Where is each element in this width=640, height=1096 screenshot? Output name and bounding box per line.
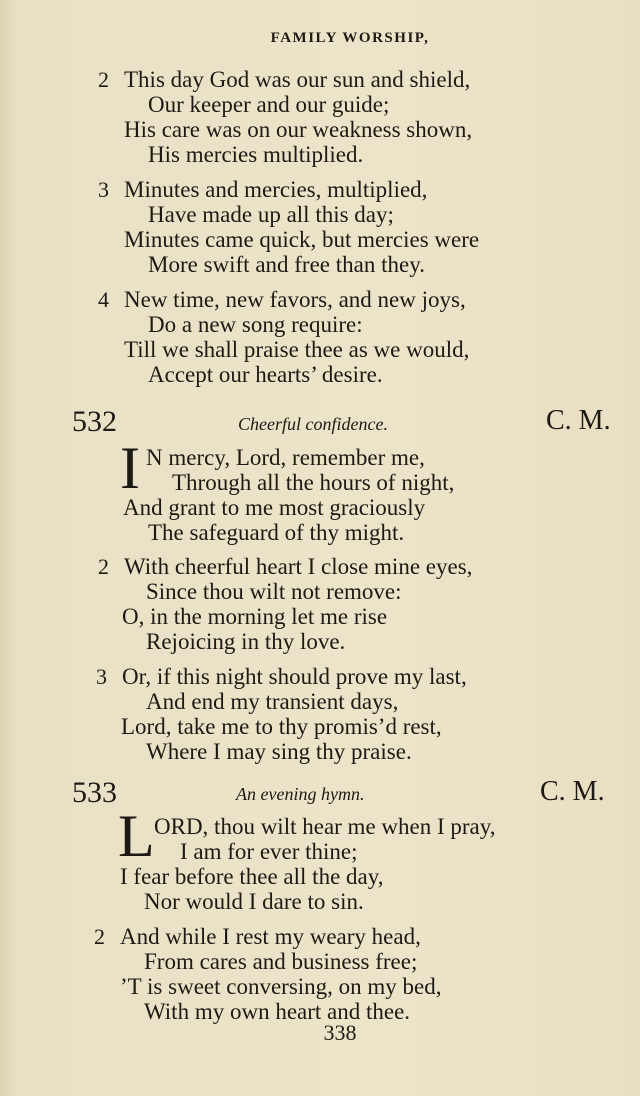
stanza-number: 4: [98, 287, 109, 312]
verse-line: Do a new song require:: [148, 312, 363, 337]
verse-line: Our keeper and our guide;: [148, 92, 390, 117]
hymn-meter: C. M.: [540, 776, 605, 807]
verse-line: And end my transient days,: [146, 689, 399, 714]
hymn-title: An evening hymn.: [236, 784, 365, 804]
verse-line: The safeguard of thy might.: [148, 520, 405, 545]
page-number: 338: [323, 1020, 357, 1045]
verse-line: Till we shall praise thee as we would,: [124, 337, 470, 362]
verse-line: ’T is sweet conversing, on my bed,: [120, 974, 442, 999]
verse-line: And while I rest my weary head,: [120, 924, 421, 949]
stanza-number: 3: [98, 177, 109, 202]
verse-line: O, in the morning let me rise: [122, 604, 388, 629]
verse-line: Minutes and mercies, multiplied,: [124, 177, 428, 202]
stanza-number: 3: [96, 664, 107, 689]
verse-line: This day God was our sun and shield,: [124, 67, 471, 92]
verse-line: Lord, take me to thy promis’d rest,: [121, 714, 442, 739]
verse-line: With cheerful heart I close mine eyes,: [124, 554, 473, 579]
verse-line: And grant to me most graciously: [123, 495, 426, 520]
verse-line: ORD, thou wilt hear me when I pray,: [154, 814, 496, 839]
verse-line: Minutes came quick, but mercies were: [124, 227, 480, 252]
stanza-number: 2: [98, 67, 109, 92]
hymn-number: 532: [72, 405, 117, 438]
verse-line: Accept our hearts’ desire.: [148, 362, 383, 387]
verse-line: I am for ever thine;: [180, 839, 358, 864]
verse-line: His care was on our weakness shown,: [124, 117, 473, 142]
running-head: FAMILY WORSHIP,: [270, 30, 430, 46]
drop-cap: I: [120, 435, 140, 501]
verse-line: His mercies multiplied.: [148, 142, 364, 167]
verse-line: Where I may sing thy praise.: [146, 739, 412, 764]
verse-line: More swift and free than they.: [148, 252, 425, 277]
verse-line: Nor would I dare to sin.: [144, 889, 364, 914]
verse-line: Rejoicing in thy love.: [146, 629, 346, 654]
verse-line: Have made up all this day;: [148, 202, 394, 227]
stanza-number: 2: [98, 554, 109, 579]
verse-line: New time, new favors, and new joys,: [124, 287, 466, 312]
verse-line: From cares and business free;: [144, 949, 418, 974]
stanza-number: 2: [94, 924, 105, 949]
hymn-title: Cheerful confidence.: [238, 414, 388, 434]
verse-line: N mercy, Lord, remember me,: [146, 445, 425, 470]
verse-line: With my own heart and thee.: [144, 999, 411, 1024]
verse-line: Since thou wilt not remove:: [146, 579, 402, 604]
verse-line: Or, if this night should prove my last,: [122, 664, 467, 689]
verse-line: Through all the hours of night,: [172, 470, 455, 495]
hymn-meter: C. M.: [546, 405, 611, 436]
hymn-number: 533: [72, 776, 117, 809]
drop-cap: L: [118, 803, 155, 869]
verse-line: I fear before thee all the day,: [120, 864, 384, 889]
